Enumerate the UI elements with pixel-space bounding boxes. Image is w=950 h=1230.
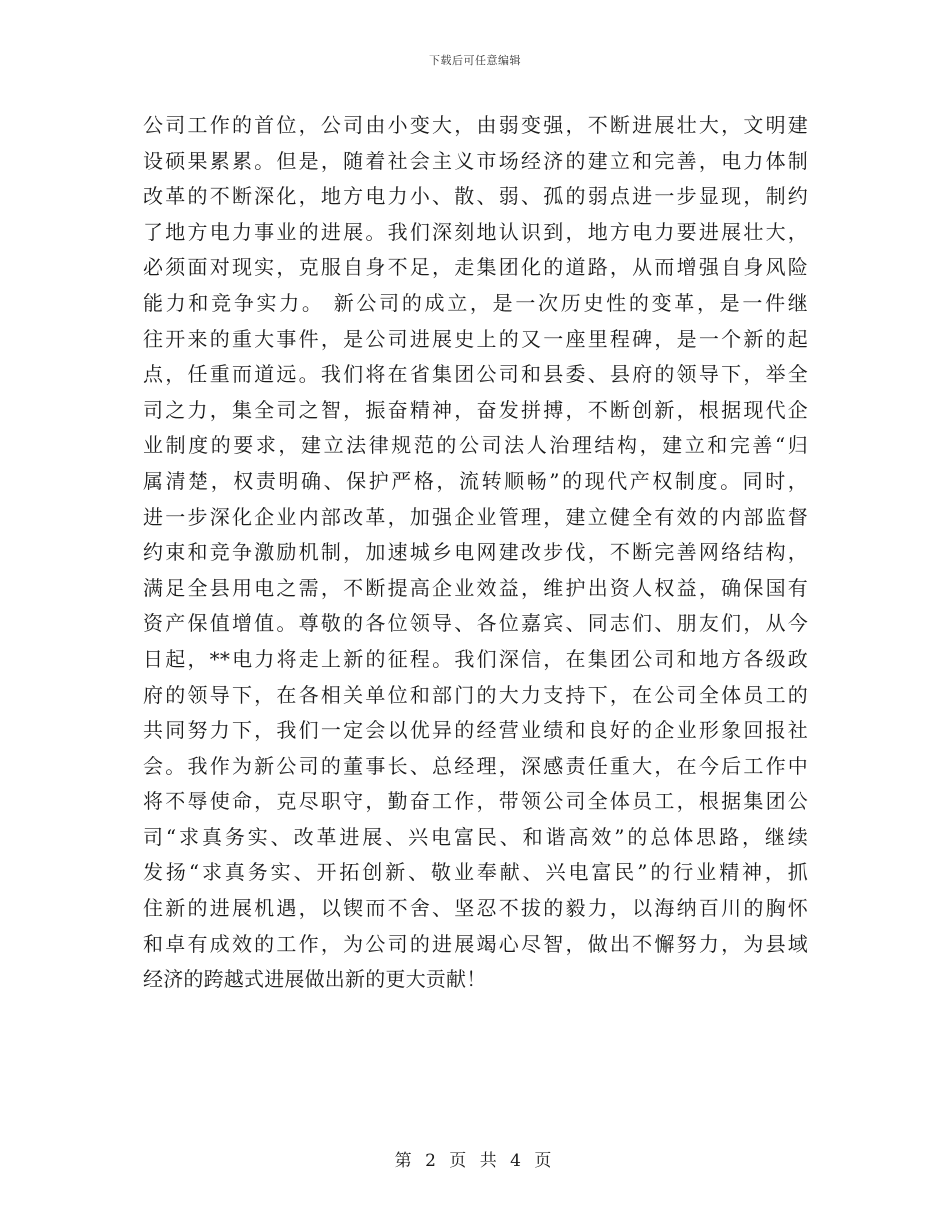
text-line: 司之力，集全司之智，振奋精神，奋发拼搏，不断创新，根据现代企	[143, 397, 808, 422]
text-line: 住新的进展机遇，以锲而不舍、坚忍不拔的毅力，以海纳百川的胸怀	[143, 896, 808, 921]
text-line: 发扬“求真务实、开拓创新、敬业奉献、兴电富民”的行业精神，抓	[143, 860, 808, 885]
text-line: 必须面对现实，克服自身不足，走集团化的道路，从而增强自身风险	[143, 255, 808, 280]
text-line: 会。我作为新公司的董事长、总经理，深感责任重大，在今后工作中	[143, 753, 808, 778]
text-line: 满足全县用电之需，不断提高企业效益，维护出资人权益，确保国有	[143, 575, 808, 600]
text-line: 往开来的重大事件，是公司进展史上的又一座里程碑，是一个新的起	[143, 326, 808, 351]
text-line: 经济的跨越式进展做出新的更大贡献！	[143, 967, 487, 992]
text-line: 能力和竞争实力。 新公司的成立，是一次历史性的变革，是一件继	[143, 290, 808, 315]
text-line: 约束和竞争激励机制，加速城乡电网建改步伐，不断完善网络结构，	[143, 540, 808, 565]
text-line: 改革的不断深化，地方电力小、散、弱、孤的弱点进一步显现，制约	[143, 184, 808, 209]
text-line: 将不辱使命，克尽职守，勤奋工作，带领公司全体员工，根据集团公	[143, 789, 808, 814]
text-line: 业制度的要求，建立法律规范的公司法人治理结构，建立和完善“归	[143, 433, 808, 458]
text-line: 日起，**电力将走上新的征程。我们深信，在集团公司和地方各级政	[143, 646, 808, 671]
text-line: 和卓有成效的工作，为公司的进展竭心尽智，做出不懈努力，为县域	[143, 931, 808, 956]
text-line: 进一步深化企业内部改革，加强企业管理，建立健全有效的内部监督	[143, 504, 808, 529]
text-line: 司“求真务实、改革进展、兴电富民、和谐高效”的总体思路，继续	[143, 824, 808, 849]
page-number: 第 2 页 共 4 页	[394, 1151, 556, 1171]
text-line: 共同努力下，我们一定会以优异的经营业绩和良好的企业形象回报社	[143, 718, 808, 743]
text-line: 点，任重而道远。我们将在省集团公司和县委、县府的领导下，举全	[143, 362, 808, 387]
text-line: 公司工作的首位，公司由小变大，由弱变强，不断进展壮大，文明建	[143, 113, 808, 137]
text-line: 了地方电力事业的进展。我们深刻地认识到，地方电力要进展壮大，	[143, 219, 808, 244]
page-header: 下载后可任意编辑	[429, 54, 521, 67]
text-line: 属清楚，权责明确、保护严格，流转顺畅”的现代产权制度。同时，	[143, 468, 808, 493]
text-line: 府的领导下，在各相关单位和部门的大力支持下，在公司全体员工的	[143, 682, 808, 707]
body-text	[143, 108, 808, 998]
text-line: 资产保值增值。尊敬的各位领导、各位嘉宾、同志们、朋友们，从今	[143, 611, 808, 636]
text-line: 设硕果累累。但是，随着社会主义市场经济的建立和完善，电力体制	[143, 148, 808, 173]
